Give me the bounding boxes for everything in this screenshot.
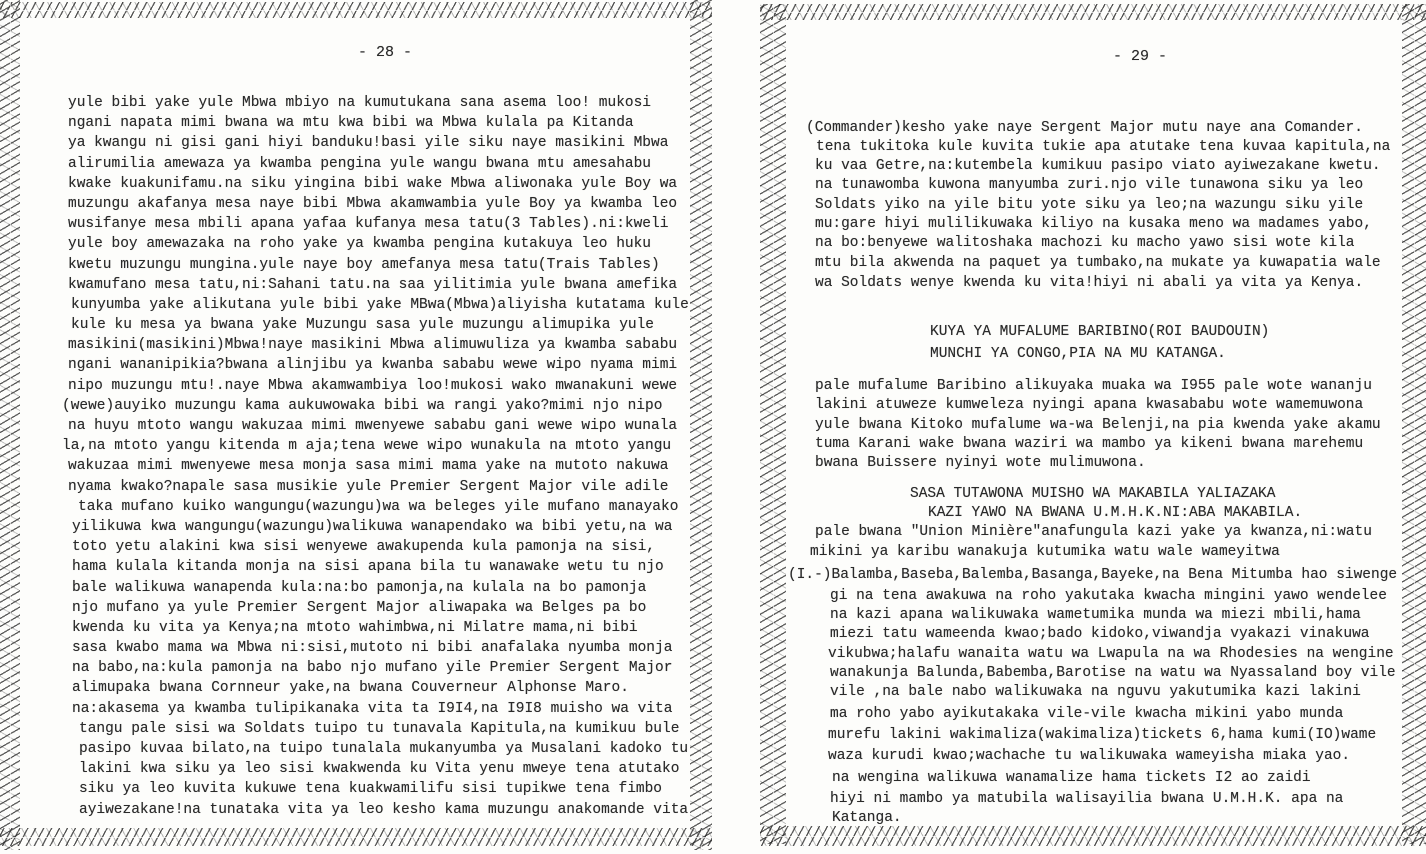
text-line: (Commander)kesho yake naye Sergent Major mutu naye ana Comander. — [806, 120, 1363, 136]
text-line: kwenda ku vita ya Kenya;na mtoto wahimbwa,ni Milatre mama,ni bibi — [72, 619, 638, 636]
text-line: pale bwana "Union Minière"anafungula kazi yake ya kwanza,ni:watu — [815, 524, 1372, 540]
text-line: kwetu muzungu mungina.yule naye boy amefanya mesa tatu(Trais Tables) — [68, 256, 660, 273]
text-line: njo mufano ya yule Premier Sergent Major aliwapaka wa Belges pa bo — [72, 599, 647, 616]
text-line: na bo:benyewe walitoshaka machozi ku macho yawo sisi wote kila — [815, 235, 1355, 251]
text-line: kule ku mesa ya bwana yake Muzungu sasa yule muzungu alimupika yule — [71, 317, 654, 334]
text-line: hiyi ni mambo ya matubila walisayilia bwana U.M.H.K. apa na — [830, 791, 1344, 807]
decorative-border-top — [760, 4, 1426, 20]
text-line: lakini kwa siku ya leo sisi kwakwenda ku Vita yenu mweye tena atutako — [79, 761, 680, 778]
text-line: siku ya leo kuvita kukuwe tena kuakwamilifu sisi tupikwe tena fimbo — [79, 781, 662, 798]
decorative-border-bottom — [760, 826, 1426, 846]
text-line: taka mufano kuiko wangungu(wazungu)wa wa beleges yile mufano manayako — [78, 498, 679, 515]
text-line: hama kulala kitanda monja na sisi apana bila tu wanawake wetu tu njo — [72, 559, 664, 576]
text-line: masikini(masikini)Mbwa!naye masikini Mbwa alimuwuliza ya kwamba sababu — [68, 337, 678, 354]
text-line: yilikuwa kwa wangungu(wazungu)walikuwa wanapendako wa bibi yetu,na wa — [72, 518, 673, 535]
text-line: na:akasema ya kwamba tulipikanaka vita ta I9I4,na I9I8 muisho wa vita — [72, 700, 673, 717]
section-heading: SASA TUTAWONA MUISHO WA MAKABILA YALIAZAKA — [910, 486, 1276, 502]
text-line: toto yetu alakini kwa sisi wenyewe awakupenda kula pamonja na sisi, — [72, 539, 655, 556]
section-heading: KAZI YAWO NA BWANA U.M.H.K.NI:ABA MAKABILA. — [928, 505, 1303, 521]
text-line: wusifanye mesa mbili apana yafaa kufanya mesa tatu(3 Tables).ni:kweli — [68, 216, 669, 233]
text-line: ma roho yabo ayikutakaka vile-vile kwacha mikini yabo munda — [830, 706, 1344, 722]
text-line: ngani wananipikia?bwana alinjibu ya kwanba sababu wewe wipo nyama mimi — [68, 357, 678, 374]
text-line: nipo muzungu mtu!.naye Mbwa akamwambiya loo!mukosi wako mwanakuni wewe — [68, 377, 678, 394]
text-line: kunyumba yake alikutana yule bibi yake MBwa(Mbwa)aliyisha kutatama kule — [71, 296, 689, 313]
text-line: tena tukitoka kule kuvita tukie apa atutake tena kuvaa kapitula,na — [816, 139, 1391, 155]
page-number: - 29 - — [1112, 48, 1167, 65]
text-line: alimupaka bwana Cornneur yake,na bwana Couverneur Alphonse Maro. — [72, 680, 629, 697]
text-line: na wengina walikuwa wanamalize hama tickets I2 ao zaidi — [832, 770, 1311, 786]
text-line: bwana Buissere nyinyi wote mulimuwona. — [815, 455, 1146, 471]
text-line: ya kwangu ni gisi gani hiyi banduku!basi yile siku naye masikini Mbwa — [68, 135, 669, 152]
text-line: nyama kwako?napale sasa musikie yule Premier Sergent Major vile adile — [68, 478, 669, 495]
section-heading: MUNCHI YA CONGO,PIA NA MU KATANGA. — [930, 346, 1226, 362]
decorative-border-right — [1402, 4, 1426, 844]
section-heading: KUYA YA MUFALUME BARIBINO(ROI BAUDOUIN) — [930, 324, 1270, 340]
text-line: yule bwana Kitoko mufalume wa-wa Belenji,na pia kwenda yake akamu — [815, 417, 1381, 433]
text-line: (I.-)Balamba,Baseba,Balemba,Basanga,Bayeke,na Bena Mitumba hao siwenge — [788, 567, 1398, 583]
text-line: kwake kuakunifamu.na siku yingina bibi wake Mbwa aliwonaka yule Boy wa — [68, 175, 678, 192]
text-line: mikini ya karibu wanakuja kutumika watu wale wameyitwa — [810, 544, 1280, 560]
text-line: (wewe)auyiko muzungu kama aukuwowaka bibi wa rangi yako?mimi njo nipo — [62, 397, 663, 414]
text-line: na tunawomba kuwona manyumba zuri.njo vile tunawona siku ya leo — [815, 177, 1364, 193]
text-line: vile ,na bale nabo walikuwaka na nguvu yakutumika kazi lakini — [830, 684, 1361, 700]
text-line: kwamufano mesa tatu,ni:Sahani tatu.na saa yilitimia yule bwana amefika — [68, 276, 678, 293]
text-line: la,na mtoto yangu kitenda m aja;tena wewe wipo wunakula na mtoto yangu — [62, 438, 672, 455]
text-line: wakuzaa mimi mwenyewe mesa monja sasa mimi mama yake na mutoto nakuwa — [68, 458, 669, 475]
text-line: gi na tena awakuwa na roho yakutaka kwacha mingini yawo wendelee — [830, 588, 1387, 604]
text-line: tangu pale sisi wa Soldats tuipo tu tunavala Kapitula,na kumikuu bule — [79, 720, 680, 737]
text-line: tuma Karani wake bwana waziri wa mambo ya kikeni bwana marehemu — [815, 436, 1364, 452]
text-line: pasipo kuvaa bilato,na tuipo tunalala mukanyumba ya Musalani kadoko tu — [79, 741, 689, 757]
text-line: na huyu mtoto wangu wakuzaa mimi mwenyewe sababu gani wewe wipo wunala — [68, 418, 678, 434]
text-line: yule bibi yake yule Mbwa mbiyo na kumutukana sana asema loo! mukosi — [68, 95, 651, 111]
decorative-border-left — [760, 4, 786, 844]
text-line: na babo,na:kula pamonja na babo njo mufano yile Premier Sergent Major — [72, 660, 673, 677]
text-line: pale mufalume Baribino alikuyaka muaka wa I955 pale wote wananju — [815, 378, 1372, 394]
text-line: bale walikuwa wanapenda kula:na:bo pamonja,na kulala na bo pamonja — [72, 579, 647, 596]
text-line: yule boy amewazaka na roho yake ya kwamba pengina kutakuya leo huku — [68, 236, 651, 253]
text-line: Katanga. — [832, 810, 902, 826]
text-line: wa Soldats wenye kwenda ku vita!hiyi ni abali ya vita ya Kenya. — [815, 275, 1364, 291]
text-line: waza kurudi kwao;wachache tu walikuwaka wameyisha miaka yao. — [828, 748, 1351, 764]
text-line: lakini atuweze kumweleza nyingi apana kwasababu wote wamemuwona — [815, 397, 1364, 413]
text-line: ngani napata mimi bwana wa mtu kwa bibi wa Mbwa kulala pa Kitanda — [68, 115, 634, 132]
text-line: mtu bila akwenda na paquet ya tumbako,na mukate ya kuwapatia wale — [815, 255, 1381, 271]
text-line: mu:gare hiyi mulilikuwaka kiliyo na kusaka meno wa madames yabo, — [815, 216, 1372, 232]
text-line: wanakunja Balunda,Babemba,Barotise na watu wa Nyassaland boy vile — [830, 665, 1396, 681]
text-line: muzungu akafanya mesa naye bibi Mbwa akamwambia yule Boy ya kwamba leo — [68, 195, 678, 212]
text-line: na kazi apana walikuwaka wametumika munda wa miezi mbili,hama — [830, 607, 1361, 623]
text-line: Soldats yiko na yile bitu yote siku ya leo;na wazungu siku yile — [815, 197, 1364, 213]
text-line: murefu lakini wakimaliza(wakimaliza)tickets 6,hama kumi(IO)wame — [828, 727, 1377, 743]
page-number: - 28 - — [357, 44, 412, 61]
text-line: ku vaa Getre,na:kutembela kumikuu pasipo viato ayiwezakane kwetu. — [815, 158, 1381, 174]
text-line: alirumilia amewaza ya kwamba pengina yule wangu bwana mtu amesahabu — [68, 155, 651, 172]
text-line: sasa kwabo mama wa Mbwa ni:sisi,mutoto ni bibi anafalaka nyumba monja — [72, 640, 673, 657]
text-line: vikubwa;halafu wanaita watu wa Lwapula na wa Rhodesies na wengine — [828, 646, 1394, 662]
text-line: ayiwezakane!na tunataka vita ya leo kesho kama muzungu anakomande vita — [79, 801, 689, 818]
text-line: miezi tatu wameenda kwao;bado kidoko,viwandja vyakazi vinakuwa — [830, 626, 1370, 642]
